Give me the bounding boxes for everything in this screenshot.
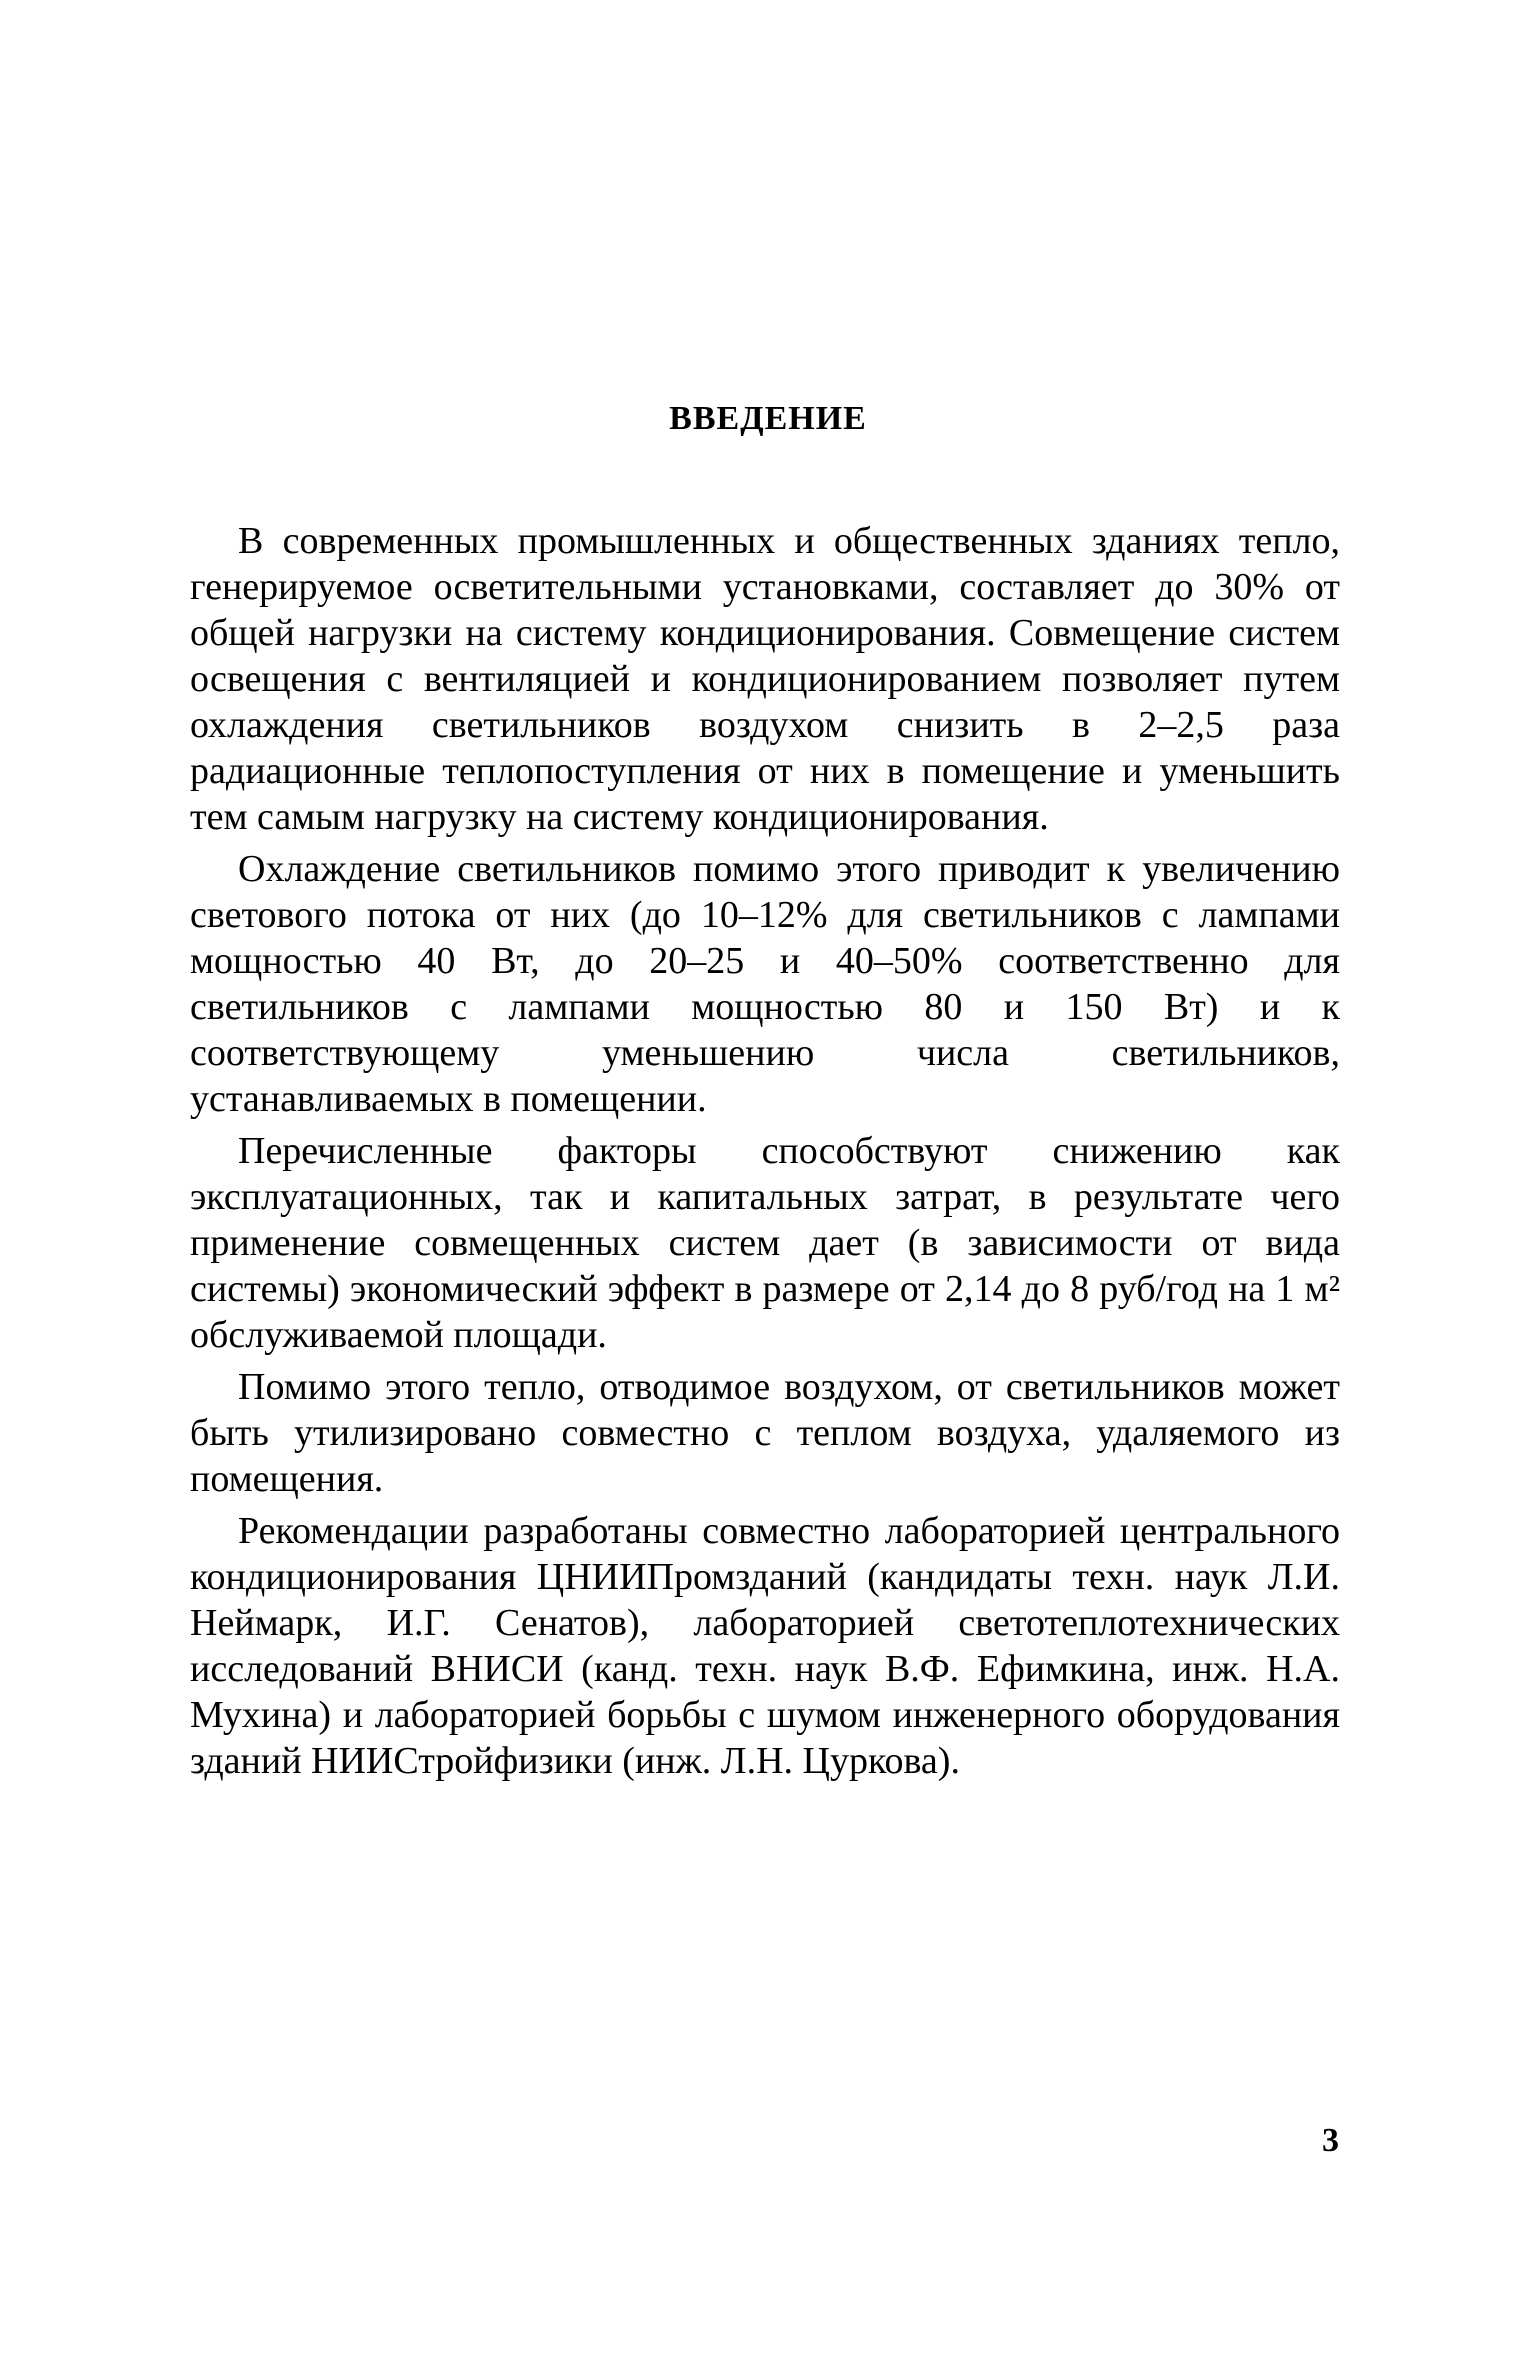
paragraph-5: Рекомендации разработаны совместно лабораторией центрального кондиционирования ЦНИИПромзданий (кандидаты техн. наук Л.И. Неймарк, И.Г. Сенатов), лабораторией светотеплотехнических исследований ВНИСИ (канд. техн. наук В.Ф. Ефимкина, инж. Н.А. Мухина) и лабораторией борьбы с шумом инженерного оборудования зданий НИИСтройфизики (инж. Л.Н. Цуркова).: [190, 1510, 1340, 1782]
page-number: 3: [1322, 2122, 1339, 2159]
body-text: [190, 518, 1340, 1790]
section-heading: ВВЕДЕНИЕ: [669, 400, 867, 437]
paragraph-2: Охлаждение светильников помимо этого приводит к увеличению светового потока от них (до 10–12% для светильников с лампами мощностью 40 Вт, до 20–25 и 40–50% соответственно для светильников с лампами мощностью 80 и 150 Вт) и к соответствующему уменьшению числа светильников, устанавливаемых в помещении.: [190, 848, 1340, 1120]
paragraph-1: В современных промышленных и общественных зданиях тепло, генерируемое осветительными установками, составляет до 30% от общей нагрузки на систему кондиционирования. Совмещение систем освещения с вентиляцией и кондиционированием позволяет путем охлаждения светильников воздухом снизить в 2–2,5 раза радиационные теплопоступления от них в помещение и уменьшить тем самым нагрузку на систему кондиционирования.: [190, 520, 1340, 838]
paragraph-3: Перечисленные факторы способствуют снижению как эксплуатационных, так и капитальных затрат, в результате чего применение совмещенных систем дает (в зависимости от вида системы) экономический эффект в размере от 2,14 до 8 руб/год на 1 м² обслуживаемой площади.: [190, 1130, 1340, 1356]
paragraph-4: Помимо этого тепло, отводимое воздухом, от светильников может быть утилизировано совместно с теплом воздуха, удаляемого из помещения.: [190, 1366, 1340, 1500]
